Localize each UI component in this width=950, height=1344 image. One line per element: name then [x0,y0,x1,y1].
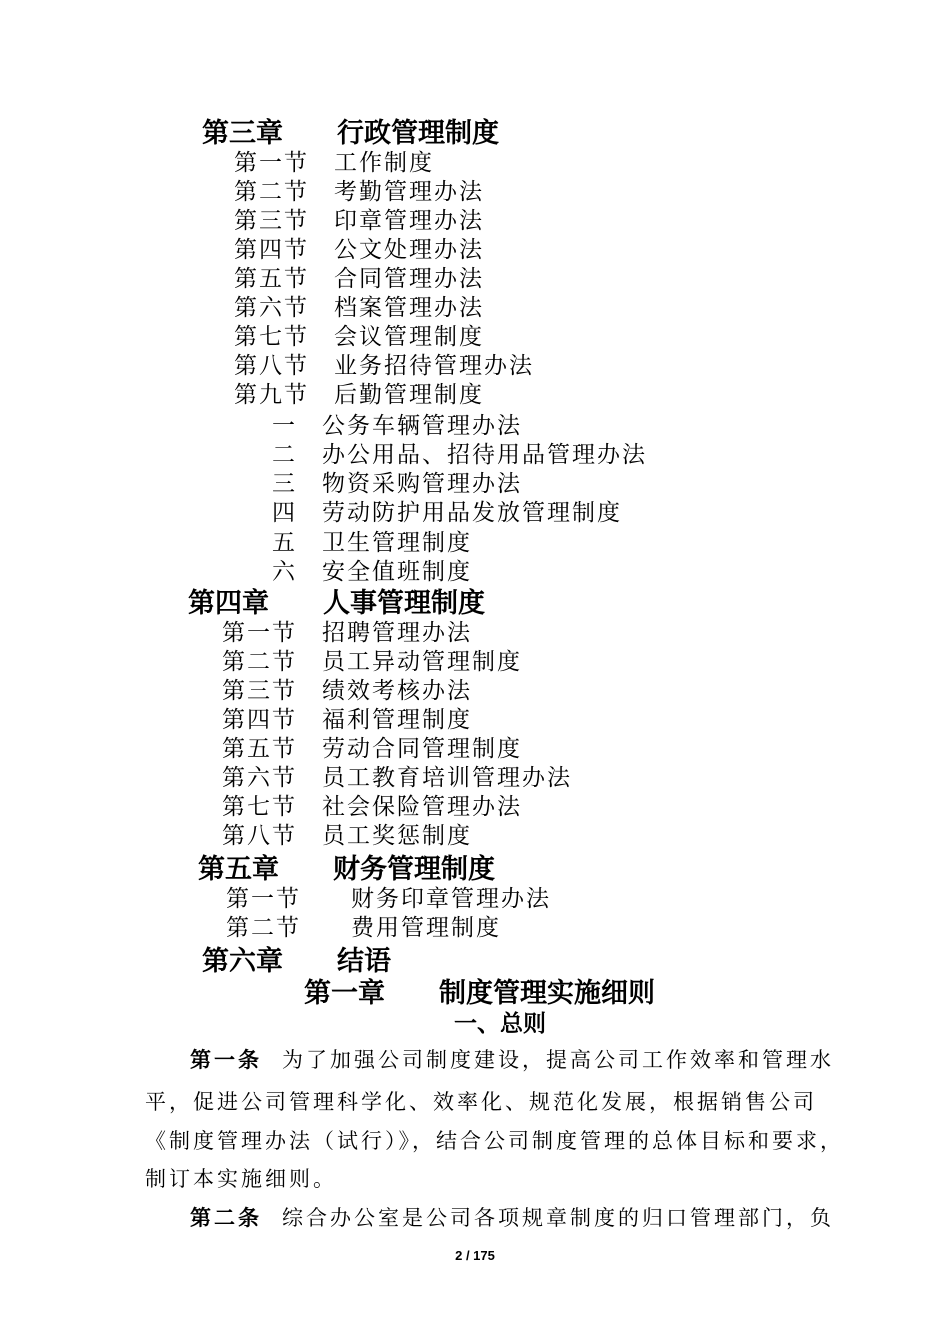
toc-subsection: 五 卫生管理制度 [272,530,472,556]
article-2-line [190,1208,834,1229]
chapter-6-heading: 第六章 结语 [202,946,391,977]
article-1-label: 第一条 [190,1048,262,1072]
toc-section: 第六节 档案管理办法 [234,295,484,321]
section-subtitle: 一、总则 [454,1011,546,1037]
page-number: 2 / 175 [455,1248,495,1263]
article-1-line: 《制度管理办法（试行）》，结合公司制度管理的总体目标和要求， [145,1129,844,1153]
article-1-line [190,1050,834,1071]
article-2-label: 第二条 [190,1206,262,1230]
toc-section: 第二节 考勤管理办法 [234,179,484,205]
toc-subsection: 四 劳动防护用品发放管理制度 [272,500,622,526]
toc-subsection: 二 办公用品、招待用品管理办法 [272,442,647,468]
article-1-line: 制订本实施细则。 [145,1167,337,1191]
chapter-4-heading: 第四章 人事管理制度 [188,588,485,619]
toc-subsection: 三 物资采购管理办法 [272,471,522,497]
toc-section: 第一节 招聘管理办法 [222,620,472,646]
toc-section: 第八节 员工奖惩制度 [222,823,472,849]
article-1-text: 为了加强公司制度建设，提高公司工作效率和管理水 [282,1048,834,1072]
toc-subsection: 六 安全值班制度 [272,559,472,585]
toc-section: 第三节 绩效考核办法 [222,678,472,704]
toc-section: 第五节 劳动合同管理制度 [222,736,522,762]
toc-section: 第七节 社会保险管理办法 [222,794,522,820]
article-1-line: 平，促进公司管理科学化、效率化、规范化发展，根据销售公司 [145,1090,817,1114]
section-title: 第一章 制度管理实施细则 [304,978,655,1009]
toc-section: 第二节 费用管理制度 [226,915,501,941]
chapter-5-heading: 第五章 财务管理制度 [198,854,495,885]
chapter-3-heading: 第三章 行政管理制度 [202,118,499,149]
toc-section: 第八节 业务招待管理办法 [234,353,534,379]
toc-section: 第七节 会议管理制度 [234,324,484,350]
toc-section: 第一节 工作制度 [234,150,434,176]
toc-section: 第五节 合同管理办法 [234,266,484,292]
toc-section: 第六节 员工教育培训管理办法 [222,765,572,791]
toc-section: 第四节 福利管理制度 [222,707,472,733]
article-2-text: 综合办公室是公司各项规章制度的归口管理部门，负 [282,1206,834,1230]
toc-subsection: 一 公务车辆管理办法 [272,413,522,439]
toc-section: 第九节 后勤管理制度 [234,382,484,408]
toc-section: 第一节 财务印章管理办法 [226,886,551,912]
toc-section: 第三节 印章管理办法 [234,208,484,234]
toc-section: 第二节 员工异动管理制度 [222,649,522,675]
toc-section: 第四节 公文处理办法 [234,237,484,263]
